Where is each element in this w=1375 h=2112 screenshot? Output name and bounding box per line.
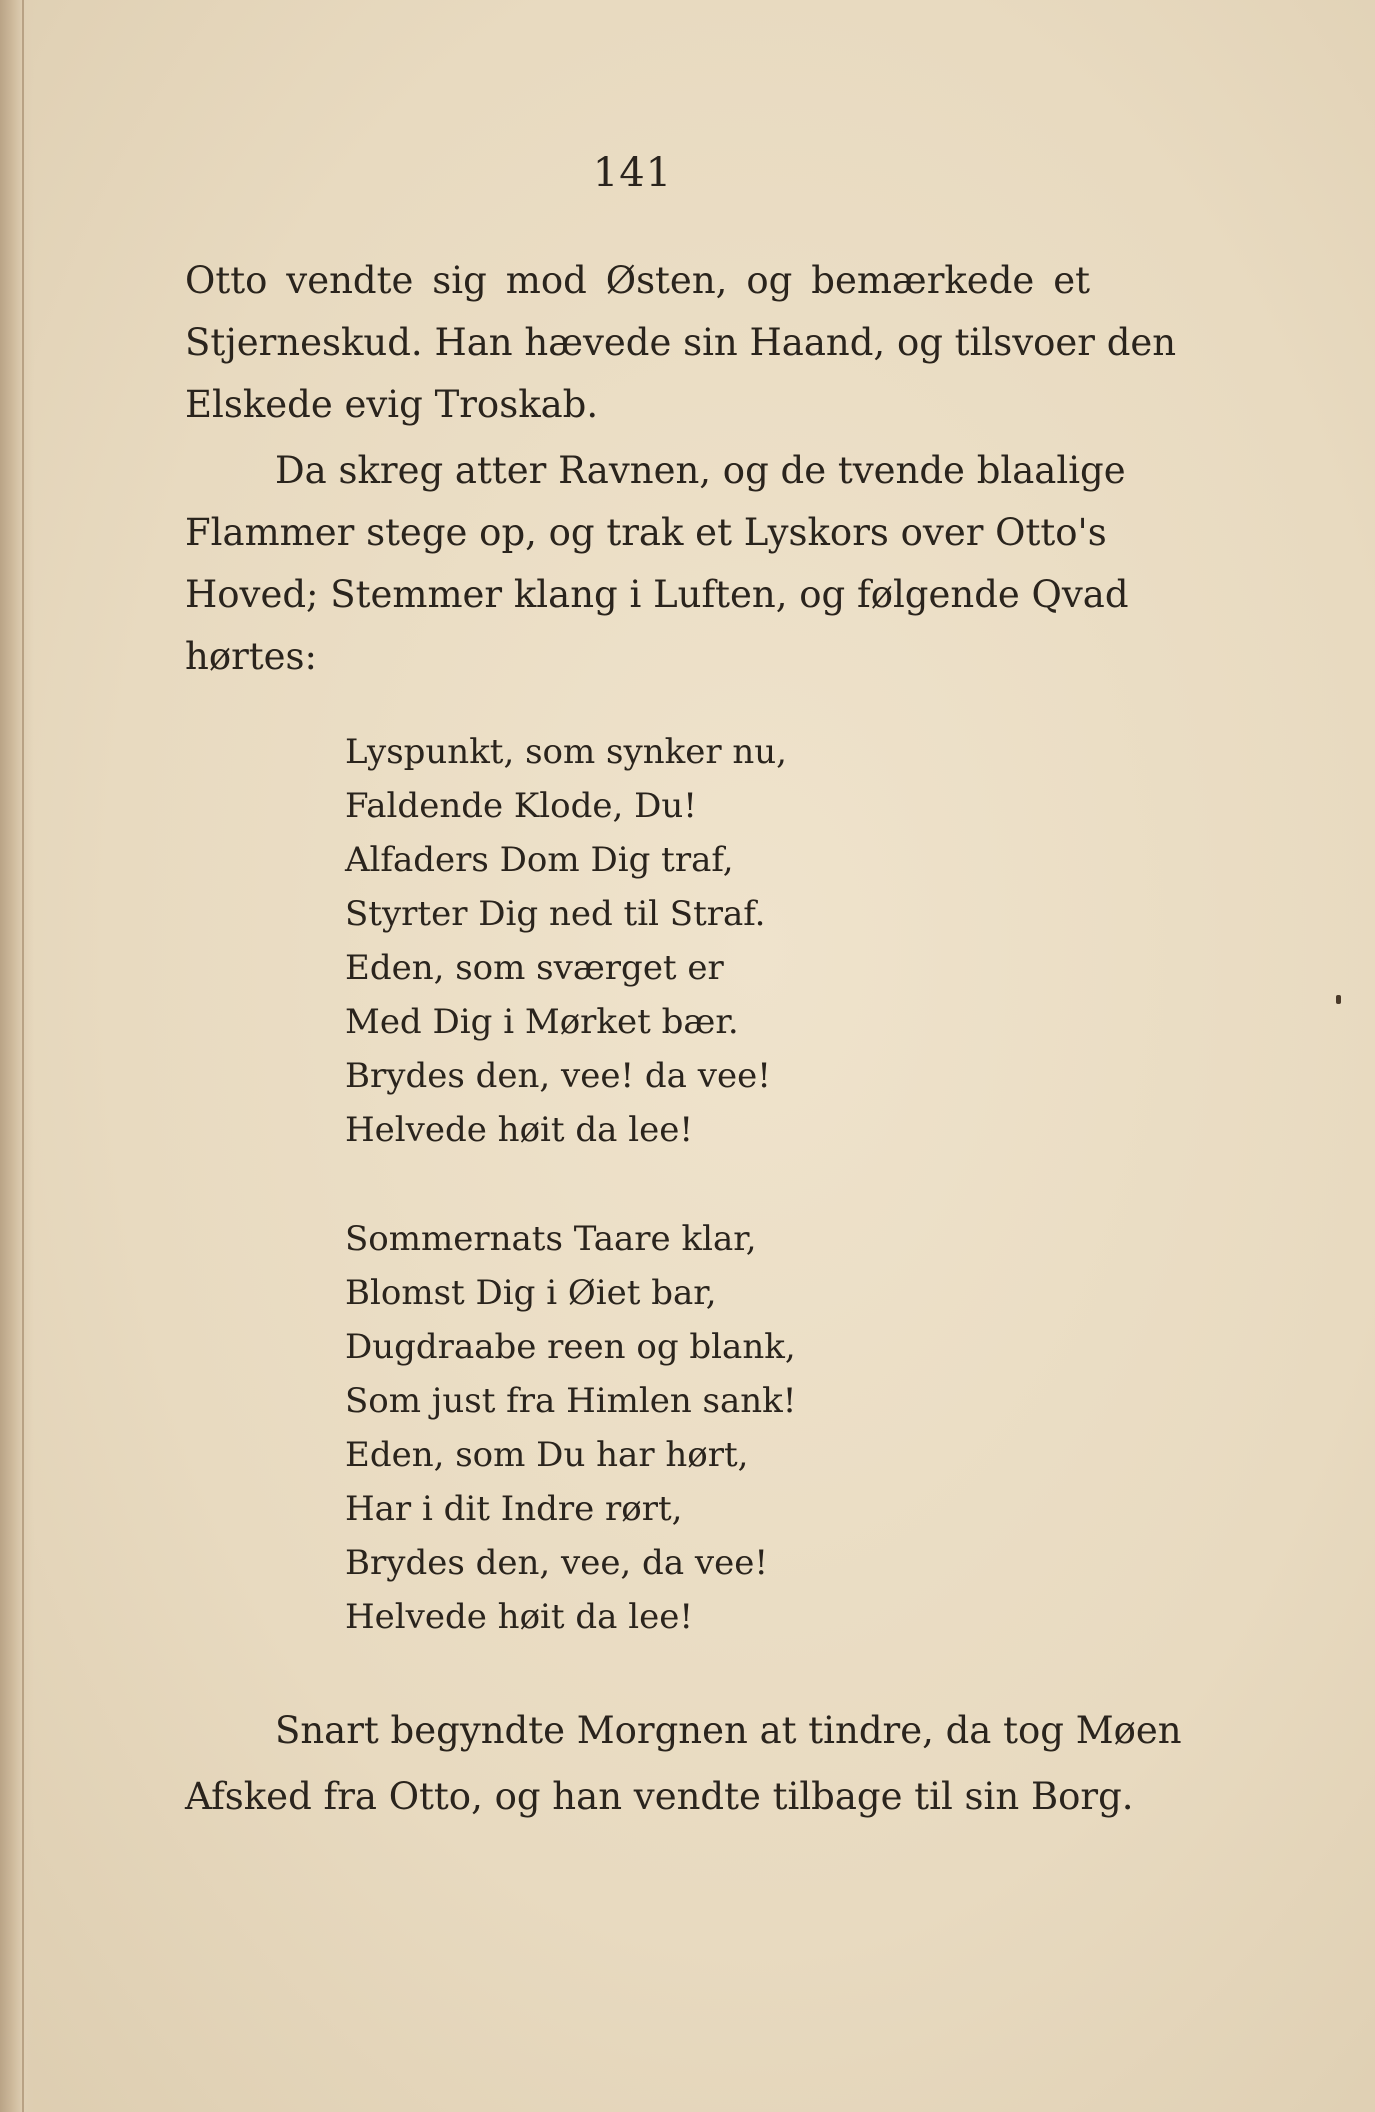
binding-shadow — [0, 0, 34, 2112]
stanza-2-line-8: Helvede høit da lee! — [345, 1597, 694, 1637]
stanza-2-line-6: Har i dit Indre rørt, — [345, 1489, 683, 1529]
binding-fold-line — [22, 0, 24, 2112]
paragraph-1-line-1: Otto vendte sig mod Østen, og bemærkede et — [185, 259, 1090, 302]
paragraph-2-line-2: Flammer stege op, og trak et Lyskors over Otto's — [185, 511, 1107, 554]
paragraph-2-line-1: Da skreg atter Ravnen, og de tvende blaalige — [275, 449, 1126, 492]
stanza-2-line-1: Sommernats Taare klar, — [345, 1219, 757, 1259]
stanza-1-line-5: Eden, som sværget er — [345, 948, 724, 988]
stanza-1-line-6: Med Dig i Mørket bær. — [345, 1002, 739, 1042]
stanza-1-line-8: Helvede høit da lee! — [345, 1110, 694, 1150]
stanza-1-line-2: Faldende Klode, Du! — [345, 786, 697, 826]
paragraph-3-line-1: Snart begyndte Morgnen at tindre, da tog Møen — [275, 1709, 1182, 1752]
paragraph-2-line-3: Hoved; Stemmer klang i Luften, og følgende Qvad — [185, 573, 1129, 616]
stanza-2-line-4: Som just fra Himlen sank! — [345, 1381, 797, 1421]
ink-speck — [1336, 995, 1341, 1004]
stanza-2-line-2: Blomst Dig i Øiet bar, — [345, 1273, 717, 1313]
stanza-1-line-7: Brydes den, vee! da vee! — [345, 1056, 771, 1096]
page-number: 141 — [592, 150, 673, 196]
paragraph-3-line-2: Afsked fra Otto, og han vendte tilbage til sin Borg. — [185, 1775, 1134, 1818]
stanza-2-line-3: Dugdraabe reen og blank, — [345, 1327, 796, 1367]
stanza-2-line-5: Eden, som Du har hørt, — [345, 1435, 749, 1475]
paragraph-1-line-3: Elskede evig Troskab. — [185, 383, 599, 426]
stanza-2-line-7: Brydes den, vee, da vee! — [345, 1543, 769, 1583]
paragraph-2-line-4: hørtes: — [185, 635, 318, 678]
stanza-1-line-3: Alfaders Dom Dig traf, — [345, 840, 734, 880]
stanza-1-line-4: Styrter Dig ned til Straf. — [345, 894, 766, 934]
paragraph-1-line-2: Stjerneskud. Han hævede sin Haand, og tilsvoer den — [185, 321, 1177, 364]
stanza-1-line-1: Lyspunkt, som synker nu, — [345, 732, 787, 772]
